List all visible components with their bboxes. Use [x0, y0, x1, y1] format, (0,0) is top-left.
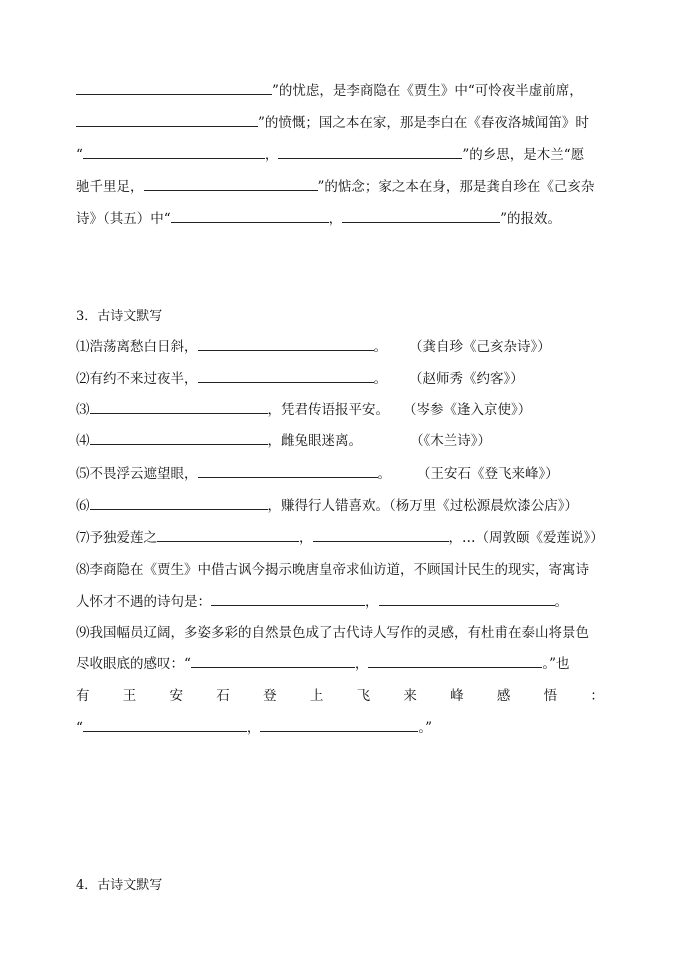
para1-line1 [76, 81, 583, 101]
question-text: ，赚得行人错喜欢。 [267, 498, 389, 514]
spaced-char: 王 [122, 688, 137, 704]
para-text: ”的忧虑，是李商隐在《贾生》中“可怜夜半虚前席， [272, 83, 583, 99]
spaced-char: ： [590, 688, 604, 704]
question-text: 尽收眼底的感叹：“ [76, 656, 191, 672]
comma: ， [328, 211, 343, 227]
question-3 [76, 400, 531, 420]
answer-blank[interactable] [171, 209, 329, 223]
answer-blank[interactable] [83, 718, 247, 732]
spaced-char: 悟 [543, 688, 558, 704]
answer-blank[interactable] [198, 369, 374, 383]
answer-blank[interactable] [191, 654, 355, 668]
answer-blank[interactable] [90, 400, 268, 414]
answer-blank[interactable] [342, 209, 500, 223]
answer-blank[interactable] [90, 431, 268, 445]
para-text: ”的愤慨；国之本在家，那是李白在《春夜洛城闻笛》时 [258, 115, 589, 131]
question-text: 我国幅员辽阔，多姿多彩的自然景色成了古代诗人写作的灵感，有杜甫在泰山将景色 [89, 625, 589, 641]
answer-blank[interactable] [144, 177, 318, 191]
source-citation: （龚自珍《己亥杂诗》） [409, 339, 551, 355]
question-text: 人怀才不遇的诗句是： [76, 594, 211, 610]
section-heading: 4．古诗文默写 [76, 878, 163, 893]
para-text: ”的报效。 [500, 211, 562, 227]
question-number: ⑺ [76, 530, 90, 546]
source-citation: （王安石《登飞来峰》） [417, 466, 559, 482]
open-quote: “ [76, 720, 83, 736]
period: 。 [377, 466, 391, 482]
answer-blank[interactable] [76, 113, 258, 127]
question-9-line2 [76, 654, 570, 674]
answer-blank[interactable] [157, 528, 299, 542]
question-5 [76, 464, 559, 484]
answer-blank[interactable] [211, 592, 365, 606]
question-number: ⑼ [76, 625, 90, 641]
answer-blank[interactable] [83, 145, 265, 159]
answer-blank[interactable] [368, 654, 542, 668]
question-text: ，雌兔眼迷离。 [267, 433, 362, 449]
source-citation: （赵师秀《约客》） [409, 371, 524, 387]
question-number: ⑻ [76, 562, 90, 578]
question-2 [76, 369, 524, 389]
period: 。 [373, 371, 387, 387]
answer-blank[interactable] [198, 337, 374, 351]
answer-blank[interactable] [90, 496, 268, 510]
spaced-char: 飞 [356, 688, 371, 704]
para1-line2 [76, 113, 589, 133]
spaced-char: 上 [309, 688, 324, 704]
question-1 [76, 337, 551, 357]
period-quote: 。” [418, 720, 433, 736]
answer-blank[interactable] [313, 528, 449, 542]
spaced-char: 峰 [450, 688, 464, 704]
question-8-line1 [76, 560, 589, 580]
question-9-line4 [76, 718, 432, 738]
answer-blank[interactable] [379, 592, 555, 606]
para-text: 驰千里足， [76, 179, 144, 195]
spaced-char: 登 [263, 688, 277, 704]
spaced-char: 石 [216, 688, 230, 704]
answer-blank[interactable] [278, 145, 462, 159]
question-text: 浩荡离愁白日斜， [89, 339, 198, 355]
question-text: 李商隐在《贾生》中借古讽今揭示晚唐皇帝求仙访道，不顾国计民生的现实，寄寓诗 [89, 562, 589, 578]
para-text: ”的乡思，是木兰“愿 [462, 147, 585, 163]
para-text: 诗》（其五）中“ [76, 211, 171, 227]
question-number: ⑷ [76, 433, 90, 449]
open-quote: “ [76, 147, 83, 163]
para1-line4 [76, 177, 594, 197]
question-number: ⑵ [76, 371, 90, 387]
spaced-char: 感 [496, 688, 511, 704]
question-text: ，… [448, 530, 476, 546]
source-citation: （《木兰诗》） [410, 433, 491, 449]
question-text: 不畏浮云遮望眼， [89, 466, 198, 482]
question-7 [76, 528, 604, 548]
source-citation: （周敦颐《爱莲说》） [475, 530, 604, 546]
question-9-line3 [76, 686, 604, 706]
comma: ， [246, 720, 261, 736]
question-6 [76, 496, 578, 516]
para1-line5 [76, 209, 561, 229]
period: 。 [554, 594, 568, 610]
comma: ， [354, 656, 369, 672]
para-text: ”的惦念；家之本在身，那是龚自珍在《己亥杂 [317, 179, 595, 195]
comma: ， [264, 147, 279, 163]
spaced-char: 来 [403, 688, 417, 704]
question-number: ⑸ [76, 466, 90, 482]
answer-blank[interactable] [76, 81, 272, 95]
comma: ， [365, 594, 379, 610]
question-9-line1 [76, 623, 589, 643]
answer-blank[interactable] [260, 718, 418, 732]
period: 。 [373, 339, 387, 355]
comma: ， [299, 530, 313, 546]
spaced-char: 有 [76, 688, 90, 704]
question-text: 有约不来过夜半， [89, 371, 198, 387]
spaced-char: 安 [169, 688, 184, 704]
question-number: ⑶ [76, 402, 90, 418]
source-citation: （岑参《逢入京使》） [403, 402, 532, 418]
question-text: ，凭君传语报平安。 [267, 402, 389, 418]
question-8-line2 [76, 592, 568, 612]
section-heading: 3．古诗文默写 [76, 309, 163, 324]
question-text: 予独爱莲之 [89, 530, 157, 546]
source-citation: （杨万里《过松源晨炊漆公店》） [389, 498, 578, 514]
para1-line3 [76, 145, 584, 165]
answer-blank[interactable] [198, 464, 378, 478]
question-4 [76, 431, 491, 451]
period-quote: 。”也 [542, 656, 570, 672]
question-number: ⑴ [76, 339, 90, 355]
question-number: ⑹ [76, 498, 90, 514]
